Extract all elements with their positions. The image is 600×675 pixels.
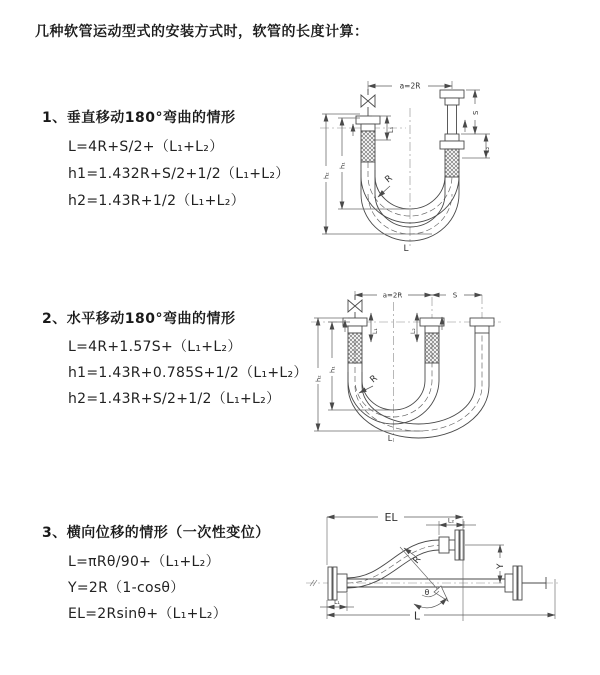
radius-label: R — [368, 373, 380, 386]
top-right-flange — [439, 530, 464, 560]
dim-s-label: S — [452, 291, 458, 300]
page-title: 几种软管运动型式的安装方式时，软管的长度计算： — [35, 24, 369, 40]
braided-hose-segment — [445, 149, 459, 177]
diagram-horizontal-180-bend — [305, 282, 600, 450]
left-flange-fitting — [356, 116, 380, 162]
section1-formula-h2: h2=1.43R+1/2（L₁+L₂） — [68, 193, 245, 209]
dim-y-label: Y — [496, 563, 506, 569]
diagram-vertical-180-bend — [312, 70, 552, 258]
theta-label: θ — [424, 588, 430, 597]
dimension-l2 — [462, 134, 491, 158]
radius-label: R — [383, 173, 395, 186]
dimension-s — [432, 292, 482, 300]
length-label: L — [403, 244, 409, 254]
left-flange — [328, 567, 347, 600]
dim-el-label: EL — [384, 511, 398, 524]
section3-heading: 3、横向位移的情形（一次性变位） — [42, 525, 270, 541]
radius-callout — [404, 548, 423, 566]
dim-h1-label: h₁ — [338, 162, 347, 169]
dimension-a2r — [368, 81, 452, 91]
section3-formula-el: EL=2Rsinθ+（L₁+L₂） — [68, 606, 228, 622]
valve-icon — [361, 89, 375, 116]
dimension-l2 — [410, 313, 417, 342]
right-flange — [505, 566, 546, 600]
dimension-l1 — [371, 313, 379, 342]
dim-l2-label: L₂ — [447, 516, 455, 525]
braided-hose-segment — [361, 131, 375, 162]
dimension-el — [327, 511, 463, 621]
diagram-lateral-displacement — [298, 503, 598, 641]
dim-h2-label: h₂ — [314, 375, 323, 382]
dimension-l2 — [426, 517, 476, 536]
dim-l-label: L — [413, 609, 421, 623]
s-curve-hose-displaced — [347, 540, 443, 588]
radius-label: R — [411, 554, 424, 566]
section1-heading: 1、垂直移动180°弯曲的情形 — [42, 110, 236, 126]
dim-l1-label: L₁ — [372, 328, 379, 334]
dim-a2r-label: a=2R — [382, 291, 403, 300]
dim-l1-label: L₁ — [334, 599, 340, 606]
section1-formula-l: L=4R+S/2+（L₁+L₂） — [68, 139, 224, 155]
dimension-y — [465, 545, 506, 583]
section1-formula-h1: h1=1.432R+S/2+1/2（L₁+L₂） — [68, 166, 290, 182]
section2-formula-h2: h2=1.43R+S/2+1/2（L₁+L₂） — [68, 391, 281, 407]
dim-l2-label: L₂ — [483, 146, 491, 153]
dimension-h2 — [322, 114, 432, 234]
length-label: L — [387, 434, 393, 443]
dimension-a2r — [355, 291, 432, 300]
section3-formula-y: Y=2R（1-cosθ） — [68, 580, 185, 596]
hose-u-loops — [348, 333, 489, 438]
right-pipe-two-positions — [440, 90, 464, 177]
valve-icon — [348, 295, 362, 318]
dim-a2r-label: a=2R — [399, 81, 421, 91]
dim-h2-label: h₂ — [322, 172, 331, 179]
section3-formula-l: L=πRθ/90+（L₁+L₂） — [68, 554, 220, 570]
dim-l2-label: L₂ — [410, 328, 417, 334]
dim-l1-label: L₁ — [387, 126, 395, 133]
dim-s-label: S — [472, 110, 480, 115]
dim-h1-label: h₁ — [328, 366, 337, 373]
right-flange-fitting-moved — [470, 318, 494, 333]
section2-formula-l: L=4R+1.57S+（L₁+L₂） — [68, 339, 242, 355]
section2-heading: 2、水平移动180°弯曲的情形 — [42, 311, 236, 327]
section2-formula-h1: h1=1.43R+0.785S+1/2（L₁+L₂） — [68, 365, 308, 381]
